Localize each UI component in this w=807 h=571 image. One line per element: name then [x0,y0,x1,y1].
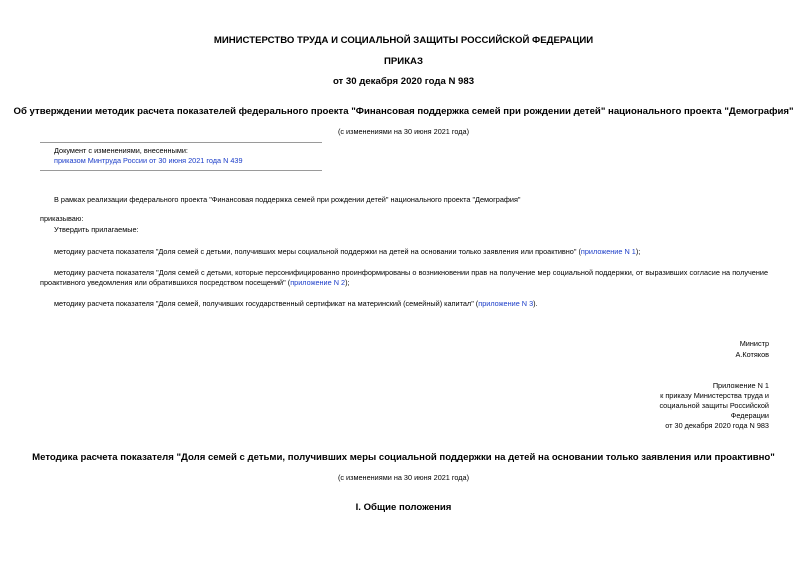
appendix-line-4: Федерации [730,411,769,420]
order-title: ПРИКАЗ [384,56,423,67]
list-item-1-tail: ); [635,247,641,256]
appendix-header [569,381,769,431]
list-item-3-tail: ). [533,299,538,308]
preamble: В рамках реализации федерального проекта "Финансовая поддержка семей при рождении детей" национального проекта "Демография" [54,195,521,204]
appendix-line-5: от 30 декабря 2020 года N 983 [665,421,769,430]
appendix-revision-note: (с изменениями на 30 июня 2021 года) [337,473,470,482]
signature-name: А.Котяков [735,350,769,359]
amendment-link[interactable]: приказом Минтруда России от 30 июня 2021 года N 439 [54,156,243,165]
order-date: от 30 декабря 2020 года N 983 [332,76,475,87]
section-title: I. Общие положения [355,502,452,513]
amendment-label: Документ с изменениями, внесенными: [54,146,188,155]
appendix-line-2: к приказу Министерства труда и [660,391,769,400]
list-item-3-text: методику расчета показателя "Доля семей, получивших государственный сертификат на материнский (семейный) капитал" ( [54,299,479,308]
appendix-line-3: социальной защиты Российской [659,401,769,410]
order-subject: Об утверждении методик расчета показателей федерального проекта "Финансовая поддержка семей при рождении детей" национального проекта "Демография" [13,106,794,117]
list-item-1-text: методику расчета показателя "Доля семей с детьми, получивших меры социальной поддержки на детей на основании только заявления или проактивно" ( [54,247,581,256]
amendment-bottom-rule [40,170,322,171]
list-item-2 [40,268,768,288]
orders-word: приказываю: [40,214,84,223]
approve-line: Утвердить прилагаемые: [54,225,139,234]
list-item-1 [54,247,768,257]
appendix-line-1: Приложение N 1 [712,381,769,390]
signature-position: Министр [739,339,769,348]
appendix-1-link[interactable]: приложение N 1 [580,247,636,256]
appendix-title: Методика расчета показателя "Доля семей с детьми, получивших меры социальной поддержки на детей на основании только заявления или проактивно" [32,452,775,463]
appendix-2-link[interactable]: приложение N 2 [290,278,346,287]
amendment-top-rule [40,142,322,143]
ministry-title: МИНИСТЕРСТВО ТРУДА И СОЦИАЛЬНОЙ ЗАЩИТЫ РОССИЙСКОЙ ФЕДЕРАЦИИ [213,35,594,46]
list-item-2-text: методику расчета показателя "Доля семей с детьми, которые персонифицированно проинформированы о возникновении прав на получение мер социальной поддержки, от выразивших согласие на получение проактивного уведомления или обратившихся посредством посещений" ( [40,268,768,287]
appendix-3-link[interactable]: приложение N 3 [478,299,534,308]
list-item-2-tail: ); [345,278,350,287]
list-item-3 [54,299,768,309]
revision-note: (с изменениями на 30 июня 2021 года) [337,127,470,136]
